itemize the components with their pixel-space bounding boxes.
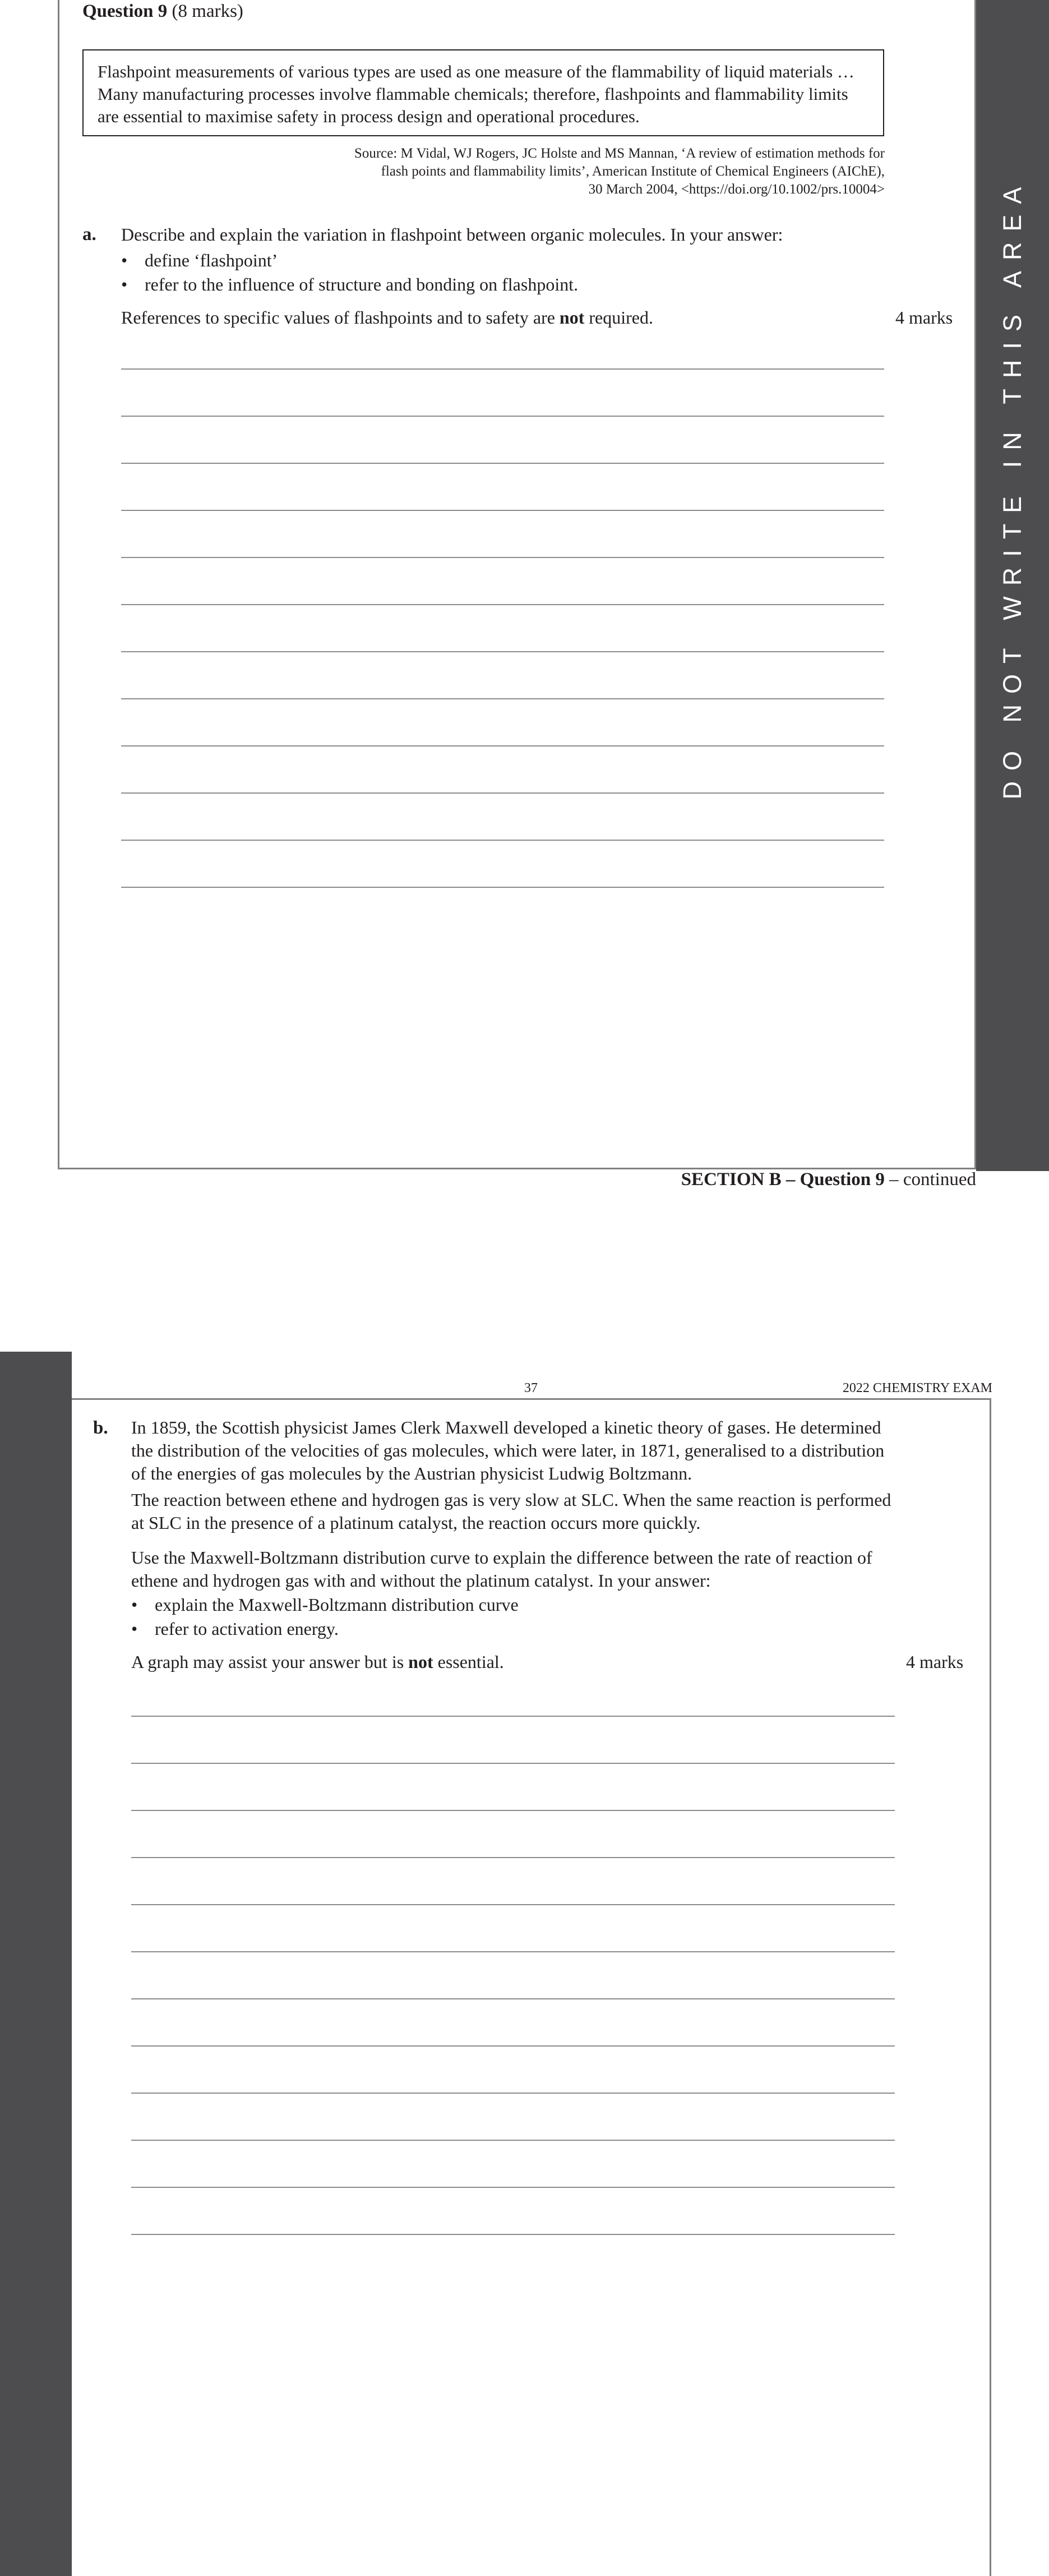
part-b-note	[131, 1650, 860, 1674]
question-marks: (8 marks)	[172, 1, 243, 21]
source-citation	[280, 145, 885, 199]
source-line: Source: M Vidal, WJ Rogers, JC Holste and MS Mannan, ‘A review of estimation methods for	[354, 146, 885, 161]
answer-line[interactable]	[131, 2093, 895, 2094]
do-not-write-label: DO NOT WRITE IN THIS AREA	[998, 176, 1027, 800]
bullet-item: • refer to the influence of structure and bonding on flashpoint.	[121, 273, 850, 297]
part-b-scenario: The reaction between ethene and hydrogen gas is very slow at SLC. When the same reaction is performed at SLC in the presence of a platinum catalyst, the reaction occurs more quickly.	[131, 1490, 891, 1533]
part-a-letter: a.	[82, 224, 96, 245]
answer-line[interactable]	[121, 840, 884, 841]
exam-page-37	[0, 1352, 1049, 2576]
answer-line[interactable]	[131, 1763, 895, 1764]
note-emphasis: not	[559, 307, 585, 328]
answer-line[interactable]	[121, 651, 884, 652]
exam-title: 2022 CHEMISTRY EXAM	[842, 1381, 992, 1395]
note-text: A graph may assist your answer but is	[131, 1652, 409, 1672]
answer-line[interactable]	[131, 2234, 895, 2235]
bullet-item: • refer to activation energy.	[131, 1617, 860, 1641]
part-a-marks: 4 marks	[895, 307, 953, 328]
continued-section: SECTION B – Question 9	[681, 1169, 885, 1190]
answer-line[interactable]	[131, 1857, 895, 1858]
answer-line[interactable]	[121, 745, 884, 746]
note-text: References to specific values of flashpoints and to safety are	[121, 307, 560, 328]
answer-line[interactable]	[131, 1904, 895, 1905]
part-b-context: In 1859, the Scottish physicist James Clerk Maxwell developed a kinetic theory of gases. He determined the distribution of the velocities of gas molecules, which were later, in 1871, generalised to a distribution of the energies of gas molecules by the Austrian physicist Ludwig Boltzmann.	[131, 1417, 885, 1483]
answer-line[interactable]	[121, 557, 884, 558]
part-b-bullets	[131, 1593, 860, 1641]
part-a-prompt: Describe and explain the variation in flashpoint between organic molecules. In your answer:	[121, 224, 783, 245]
part-a-bullets	[121, 248, 850, 297]
margin-bar	[0, 1352, 72, 2576]
answer-line[interactable]	[121, 510, 884, 511]
note-text: required.	[584, 307, 653, 328]
note-text: essential.	[433, 1652, 504, 1672]
source-line: 30 March 2004, <https://doi.org/10.1002/prs.10004>	[588, 182, 885, 197]
answer-line[interactable]	[121, 368, 884, 370]
part-b-prompt: Use the Maxwell-Boltzmann distribution curve to explain the difference between the rate of reaction of ethene and hydrogen gas with and without the platinum catalyst. In your answer:	[131, 1547, 872, 1591]
answer-line[interactable]	[131, 1998, 895, 1999]
part-b-letter: b.	[93, 1418, 108, 1438]
answer-line[interactable]	[131, 2140, 895, 2141]
part-b-marks: 4 marks	[906, 1652, 964, 1672]
exam-page-36	[0, 0, 1049, 1223]
part-a-note	[121, 306, 850, 329]
answer-line[interactable]	[121, 604, 884, 605]
bullet-item: • define ‘flashpoint’	[121, 248, 850, 273]
bullet-item: • explain the Maxwell-Boltzmann distribution curve	[131, 1593, 860, 1617]
answer-line[interactable]	[121, 887, 884, 888]
question-title: Question 9	[82, 1, 168, 21]
note-emphasis: not	[408, 1652, 433, 1672]
answer-line[interactable]	[131, 2045, 895, 2047]
answer-line[interactable]	[121, 416, 884, 417]
answer-line[interactable]	[131, 1951, 895, 1952]
page-number: 37	[524, 1381, 538, 1395]
answer-line[interactable]	[121, 463, 884, 464]
answer-line[interactable]	[121, 698, 884, 699]
continued-footer	[681, 1169, 976, 1190]
stimulus-box: Flashpoint measurements of various types are used as one measure of the flammability of liquid materials … Many manufacturing processes involve flammable chemicals; therefore, flashpoints and flammability limits are essential to maximise safety in process design and operational procedures.	[82, 49, 884, 136]
answer-line[interactable]	[131, 2187, 895, 2188]
answer-line[interactable]	[131, 1716, 895, 1717]
continued-suffix: – continued	[884, 1169, 976, 1190]
source-line: flash points and flammability limits’, American Institute of Chemical Engineers (AIChE),	[381, 164, 885, 179]
answer-line[interactable]	[131, 1810, 895, 1811]
answer-line[interactable]	[121, 792, 884, 794]
question-heading	[82, 1, 243, 22]
